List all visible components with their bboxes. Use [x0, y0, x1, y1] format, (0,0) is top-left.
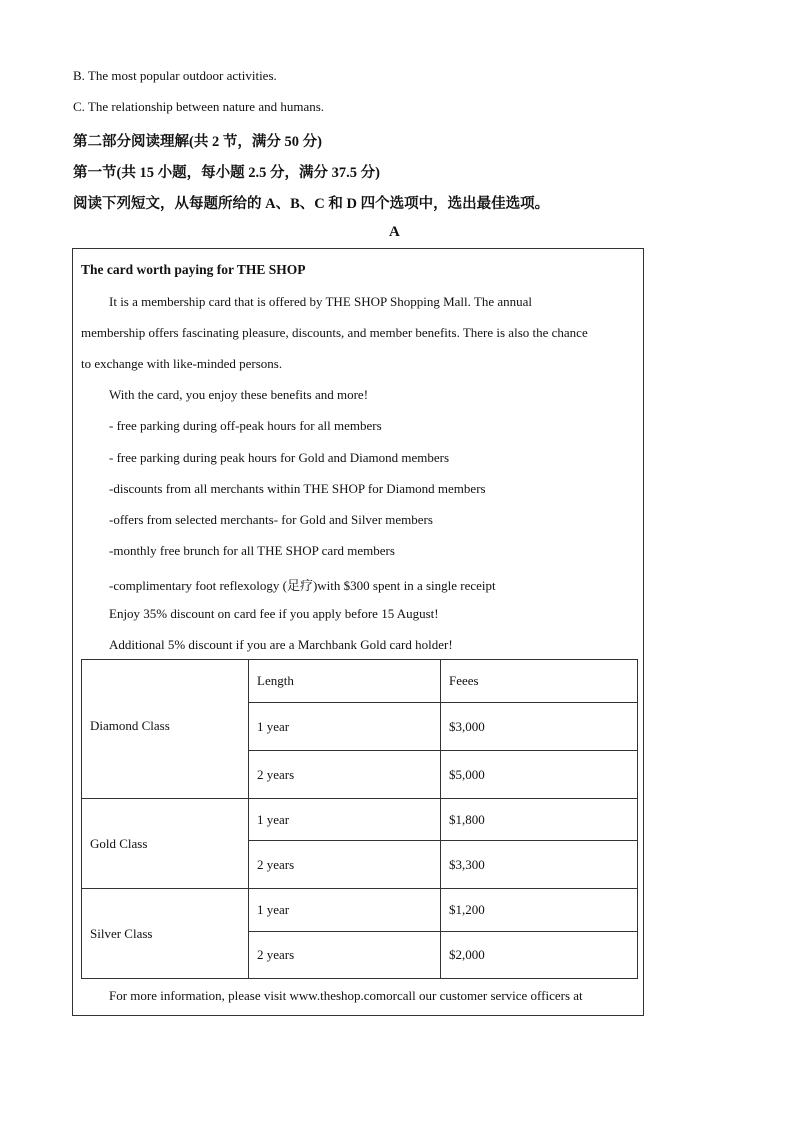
benefits-intro: With the card, you enjoy these benefits and more! [109, 387, 369, 402]
length-cell: 1 year [249, 703, 441, 751]
benefit-item: -offers from selected merchants- for Gold and Silver members [109, 512, 433, 527]
fee-cell: $1,800 [441, 799, 638, 841]
fee-cell: $5,000 [441, 751, 638, 799]
article-title: The card worth paying for THE SHOP [81, 262, 306, 277]
length-cell: 1 year [249, 799, 441, 841]
section-one-heading: 第一节(共 15 小题，每小题 2.5 分，满分 37.5 分) [73, 165, 380, 181]
option-c-line: C. The relationship between nature and humans. [73, 99, 325, 114]
class-name: Gold Class [82, 799, 249, 889]
table-row [82, 889, 638, 932]
fee-cell: $1,200 [441, 889, 638, 932]
table-row [82, 703, 638, 751]
footer-info: For more information, please visit www.theshop.comorcall our customer service officers at [109, 988, 583, 1003]
benefit-item: -complimentary foot reflexology (足疗)with $300 spent in a single receipt [109, 578, 496, 593]
benefit-item: -monthly free brunch for all THE SHOP card members [109, 543, 395, 558]
promo-line: Enjoy 35% discount on card fee if you apply before 15 August! [109, 606, 439, 621]
fee-cell: $3,300 [441, 841, 638, 889]
part-two-heading: 第二部分阅读理解(共 2 节，满分 50 分) [73, 134, 322, 150]
paragraph-line: to exchange with like-minded persons. [81, 356, 283, 371]
class-name: Silver Class [82, 889, 249, 979]
paragraph-line: It is a membership card that is offered by THE SHOP Shopping Mall. The annual [109, 294, 533, 309]
class-name: Diamond Class [82, 703, 249, 799]
promo-line: Additional 5% discount if you are a Marchbank Gold card holder! [109, 637, 453, 652]
header-length: Length [249, 660, 441, 703]
option-b-line: B. The most popular outdoor activities. [73, 68, 277, 83]
fees-table [81, 659, 638, 979]
table-header-row [82, 660, 638, 703]
length-cell: 2 years [249, 932, 441, 979]
length-cell: 2 years [249, 841, 441, 889]
fee-cell: $3,000 [441, 703, 638, 751]
table-row [82, 799, 638, 841]
length-cell: 1 year [249, 889, 441, 932]
instructions: 阅读下列短文，从每题所给的 A、B、C 和 D 四个选项中，选出最佳选项。 [73, 196, 550, 212]
passage-box [72, 248, 644, 1016]
passage-letter: A [389, 224, 400, 240]
benefit-item: -discounts from all merchants within THE SHOP for Diamond members [109, 481, 486, 496]
table-cell [82, 660, 249, 703]
length-cell: 2 years [249, 751, 441, 799]
benefit-item: - free parking during off-peak hours for all members [109, 418, 382, 433]
benefit-item: - free parking during peak hours for Gold and Diamond members [109, 450, 450, 465]
paragraph-line: membership offers fascinating pleasure, discounts, and member benefits. There is also the chance [81, 325, 588, 340]
header-fees: Feees [441, 660, 638, 703]
fee-cell: $2,000 [441, 932, 638, 979]
